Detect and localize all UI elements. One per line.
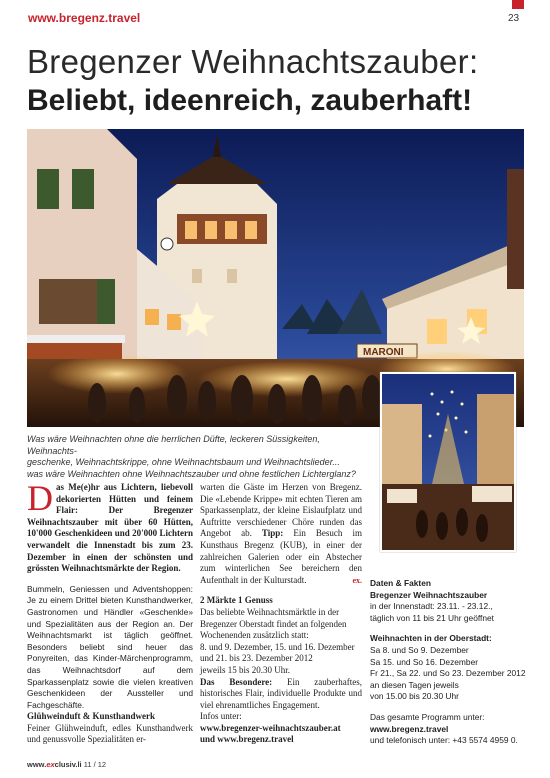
lead-text: as Me(e)hr aus Lichtern, liebevoll dekorierten Hütten und feinem Flair: Der Bregenzer Weihnachtszauber mit über 60 Hütten, 10'000 Geschenkideen und 20'000 Lichtern verwandelt die Innenstadt bis zum 23. Dezember in einen der schönsten und grössten Weihnachtsmärkte der Region. — [27, 482, 193, 574]
besondere-text: Ein zauberhaftes, historisches Flair, individuelle Produkte und viel ehrenamtliches Engagement. — [200, 676, 362, 710]
footer-url-ex: ex — [46, 760, 55, 769]
facts-line: an diesen Tagen jeweils — [370, 679, 459, 690]
link-weihnachtszauber[interactable]: www.bregenzer-weihnachtszauber.at — [200, 722, 341, 733]
subheading: Glühweinduft & Kunsthandwerk — [27, 711, 156, 722]
facts-line: Sa 8. und So 9. Dezember — [370, 644, 469, 655]
facts-line: Fr 21., Sa 22. und So 23. Dezember 2012 — [370, 668, 526, 679]
article-column-2 — [200, 482, 362, 746]
body-paragraph: Bummeln, Geniessen und Adventshoppen: Je zu einem Drittel bieten Kunsthandwerker, Gastronomen und Händler «Geschenkle» und Spezialitäten aus der Region an. Der Weihnachtsmarkt ist täglich geöffnet. Besonders beliebt sind heuer das Ponyreiten, das Kinder-Märchenprogramm, das Weihnachtsdorf auf dem Sparkassenplatz sowie die vielen kreativen Geschenkideen der Aussteller und Fachgeschäfte. — [27, 583, 193, 710]
body-text: warten die Gäste im Herzen von Bregenz. Die «Lebende Krippe» mit echten Tieren am Sparkassenplatz, der kleine Eislaufplatz und Auftritte verschiedener Chöre runden das Angebot ab. — [200, 482, 362, 539]
end-mark: ex. — [352, 575, 362, 585]
article-column-1 — [27, 478, 193, 746]
facts-line: von 15.00 bis 20.30 Uhr — [370, 691, 459, 702]
headline-line2: Beliebt, ideenreich, zauberhaft! — [27, 84, 473, 117]
footer-pages: 11 / 12 — [83, 760, 107, 769]
footer-url-pre: www. — [27, 760, 47, 769]
drop-cap: D — [27, 478, 53, 518]
lead-paragraph — [27, 478, 193, 575]
facts-line: und telefonisch unter: +43 5574 4959 0. — [370, 735, 518, 746]
caption-line: was wäre Weihnachten ohne Weihnachtszauber und ohne festlichen Lichterglanz? — [27, 468, 356, 479]
date-line: jeweils 15 bis 20.30 Uhr. — [200, 664, 290, 675]
link-bregenz-travel[interactable]: www.bregenz.travel — [217, 734, 294, 745]
facts-subheading: Bregenzer Weihnachtszauber — [370, 589, 488, 600]
footer — [27, 760, 106, 769]
body-paragraph — [200, 482, 362, 586]
date-line: und 21. bis 23. Dezember 2012 — [200, 653, 313, 664]
tipp-label: Tipp: — [261, 528, 284, 539]
inset-photo-illustration — [382, 374, 514, 550]
subheading: 2 Märkte 1 Genuss — [200, 595, 273, 606]
facts-line: täglich von 11 bis 21 Uhr geöffnet — [370, 612, 495, 623]
facts-line: in der Innenstadt: 23.11. - 23.12., — [370, 601, 493, 612]
facts-subheading: Weihnachten in der Oberstadt: — [370, 633, 492, 644]
body-paragraph: Feiner Glühweinduft, edles Kunsthandwerk und genussvolle Spezialitäten er- — [27, 722, 193, 745]
body-paragraph: Das beliebte Weihnachtsmärktle in der Bregenzer Oberstadt findet an folgenden Wochenenden zusätzlich statt: — [200, 606, 347, 641]
inset-photo — [380, 372, 516, 552]
facts-link[interactable]: www.bregenz.travel — [370, 723, 449, 734]
und-text: und — [200, 734, 216, 745]
headline-line1: Bregenzer Weihnachtszauber: — [27, 43, 479, 80]
footer-url-post: clusiv.li — [54, 760, 82, 769]
caption-line: Was wäre Weihnachten ohne die herrlichen Düfte, leckeren Süssigkeiten, Weihnachts- — [27, 434, 320, 456]
facts-heading: Daten & Fakten — [370, 578, 431, 588]
facts-line: Sa 15. und So 16. Dezember — [370, 656, 479, 667]
besondere-label: Das Besondere: — [200, 676, 273, 687]
page-tab-marker — [512, 0, 524, 9]
facts-box — [370, 578, 530, 747]
tipp-text: Ein Besuch im Kunsthaus Bregenz (KUB), in einer der zahlreichen Galerien oder ein Abstecher zum winterlichen See bereichern den Aufenthalt in der Kulturstadt. — [200, 528, 362, 585]
svg-text:MARONI: MARONI — [363, 347, 404, 358]
page-number: 23 — [508, 13, 520, 24]
date-line: 8. und 9. Dezember, 15. und 16. Dezember — [200, 641, 355, 652]
infos-label: Infos unter: — [200, 711, 242, 722]
photo-caption — [27, 434, 357, 480]
body-paragraph — [200, 677, 362, 712]
caption-line: geschenke, Weihnachtskrippe, ohne Weihnachtsbaum und Weihnachtslieder... — [27, 457, 340, 467]
site-url[interactable]: www.bregenz.travel — [28, 11, 141, 25]
facts-line: Das gesamte Programm unter: — [370, 711, 485, 722]
